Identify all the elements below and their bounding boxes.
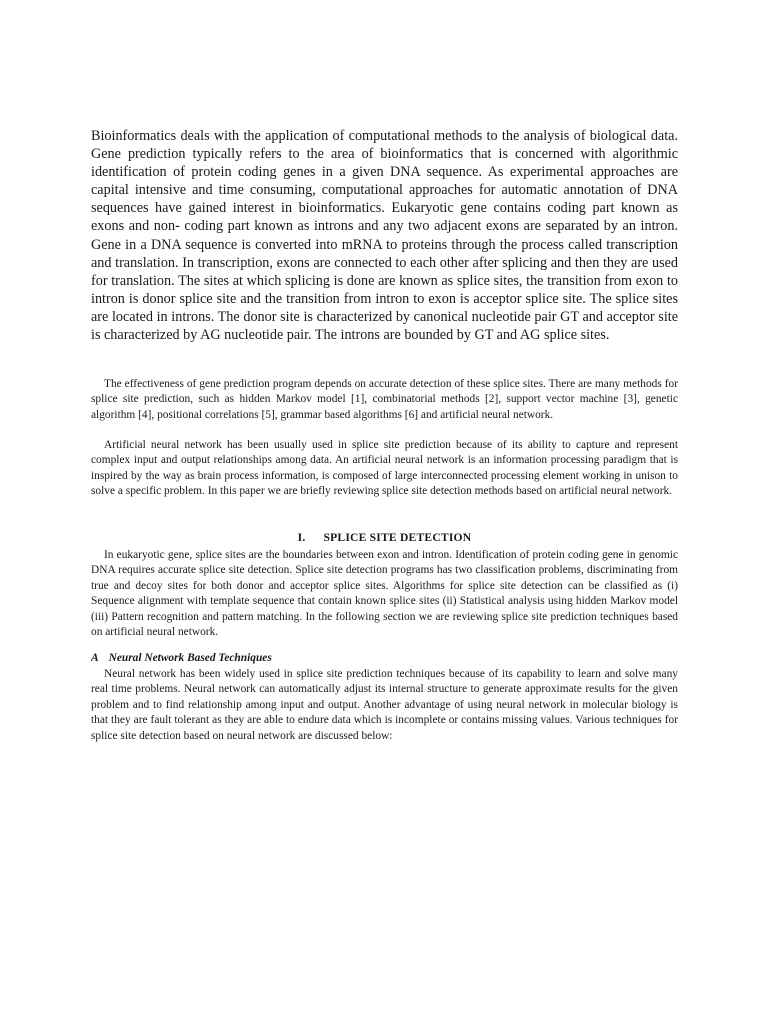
intro-paragraph-1: The effectiveness of gene prediction program depends on accurate detection of these splice sites. There are many methods for splice site prediction, such as hidden Markov model [1], combinatorial methods [2], support vector machine [3], genetic algorithm [4], positional correlations [5], grammar based algorithms [6] and artificial neural network. — [91, 378, 678, 421]
intro-paragraph-2: Artificial neural network has been usually used in splice site prediction because of its ability to capture and represent complex input and output relationships among data. An artificial neural network is an information processing paradigm that is inspired by the way as brain process information, is composed of large interconnected processing element working in unison to solve a specific problem. In this paper we are briefly reviewing splice site detection methods based on artificial neural network. — [91, 439, 678, 498]
section-number: I. — [297, 531, 306, 544]
subsection-paragraph: Neural network has been widely used in splice site prediction techniques because of its capability to learn and solve many real time problems. Neural network can automatically adjust its internal structure to generate approximate results for the given problem and to find relationship among input and output. Another advantage of using neural network in molecular biology is that they are fault tolerant as they are able to endure data which is incomplete or contains missing values. Various techniques for splice site detection based on neural network are discussed below: — [91, 668, 678, 742]
abstract-paragraph: Bioinformatics deals with the application of computational methods to the analysis of biological data. Gene prediction typically refers to the area of bioinformatics that is concerned with algorithmic identification of protein coding genes in a given DNA sequence. As experimental approaches are capital intensive and time consuming, computational approaches for automatic annotation of DNA sequences have gained interest in bioinformatics. Eukaryotic gene contains coding part known as exons and non- coding part known as introns and any two adjacent exons are separated by an intron. Gene in a DNA sequence is converted into mRNA to proteins through the process called transcription and translation. In transcription, exons are connected to each other after splicing and then they are used for translation. The sites at which splicing is done are known as splice sites, the transition from exon to intron is donor splice site and the transition from intron to exon is acceptor splice site. The splice sites are located in introns. The donor site is characterized by canonical nucleotide pair GT and acceptor site is characterized by AG nucleotide pair. The introns are bounded by GT and AG splice sites. — [91, 128, 678, 344]
subsection-letter: A — [91, 652, 99, 664]
subsection-heading — [91, 650, 678, 666]
section-heading — [91, 530, 678, 546]
section-title: SPLICE SITE DETECTION — [323, 531, 472, 544]
subsection-title: Neural Network Based Techniques — [108, 652, 272, 664]
section-paragraph: In eukaryotic gene, splice sites are the boundaries between exon and intron. Identification of protein coding gene in genomic DNA requires accurate splice site detection. Splice site detection programs has two classification problems, discriminating from true and decoy sites for both donor and acceptor splice sites. Algorithms for splice site detection can be classified as (i) Sequence alignment with template sequence that contain known splice sites (ii) Statistical analysis using hidden Markov model (iii) Pattern recognition and pattern matching. In the following section we are reviewing splice site prediction techniques based on artificial neural network. — [91, 549, 678, 639]
